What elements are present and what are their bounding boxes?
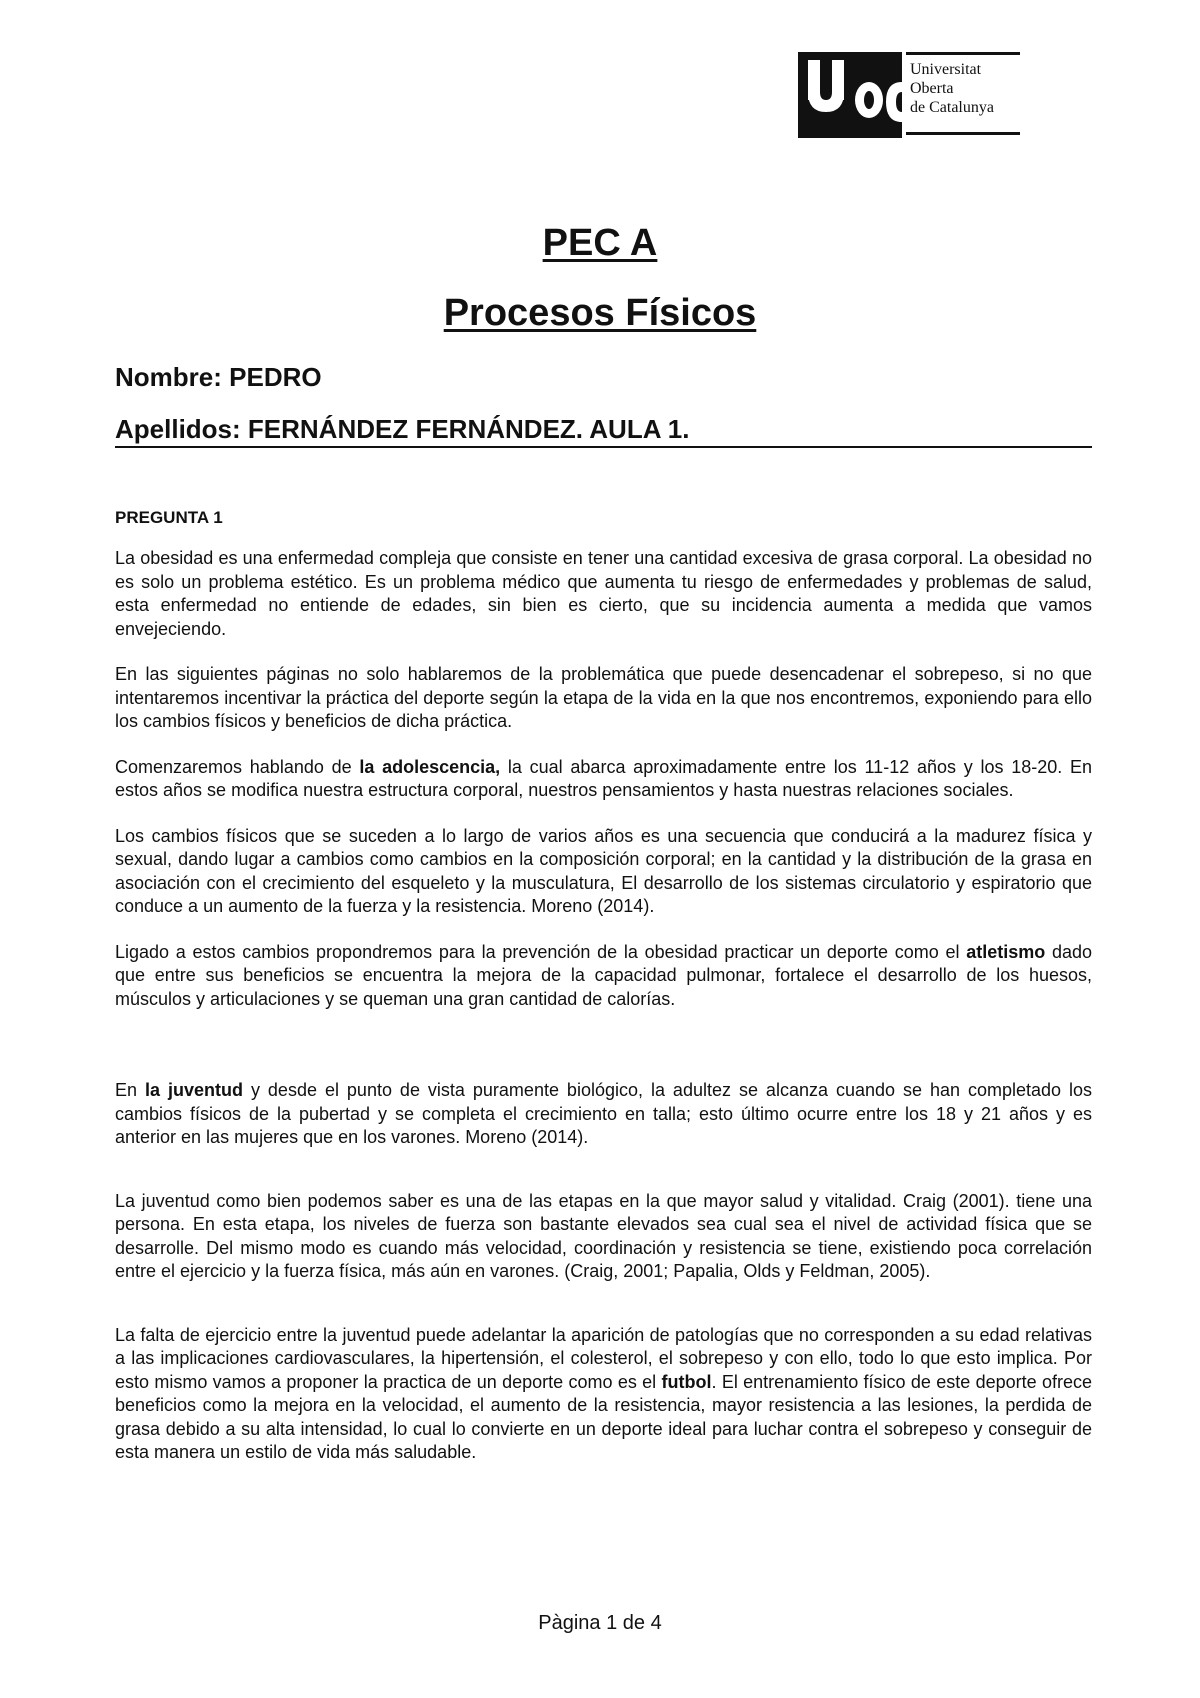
paragraph-5-text-a: Ligado a estos cambios propondremos para la prevención de la obesidad practicar un deporte como el xyxy=(115,941,967,962)
paragraph-8-text-a: La falta de ejercicio entre la juventud puede adelantar la aparición de patologías que no corresponden a su edad relativas a las implicaciones cardiovasculares, la hipertensión, el colesterol, el sobrepeso y con ello, todo lo que esto implica. Por esto mismo vamos a proponer la practica de un deporte como es el xyxy=(115,1324,1092,1392)
paragraph-5 xyxy=(115,941,1092,1012)
paragraph-3 xyxy=(115,756,1092,803)
paragraph-8-bold: futbol xyxy=(661,1371,712,1392)
paragraph-6-bold: la juventud xyxy=(145,1080,243,1100)
name-label: Nombre: xyxy=(115,362,222,392)
paragraph-5-bold: atletismo xyxy=(966,941,1046,962)
uoc-logo xyxy=(798,52,1020,138)
paragraph-6-text-b: y desde el punto de vista puramente biológico, la adultez se alcanza cuando se han completado los cambios físicos de la pubertad y se completa el crecimiento en talla; esto último ocurre entre los 18 y 21 años y es anterior en las mujeres que en los varones. Moreno (2014). xyxy=(115,1080,1092,1147)
logo-name-line2: Oberta xyxy=(910,80,954,97)
surname-label: Apellidos: xyxy=(115,414,241,444)
name-value: PEDRO xyxy=(229,362,322,392)
paragraph-1: La obesidad es una enfermedad compleja que consiste en tener una cantidad excesiva de grasa corporal. La obesidad no es solo un problema estético. Es un problema médico que aumenta tu riesgo de enfermedades y problemas de salud, esta enfermedad no entiende de edades, sin bien es cierto, que su incidencia aumenta a medida que vamos envejeciendo. xyxy=(115,548,1092,639)
surname-field xyxy=(115,414,689,445)
paragraph-8 xyxy=(115,1324,1092,1465)
surname-value: FERNÁNDEZ FERNÁNDEZ. AULA 1. xyxy=(247,414,690,444)
paragraph-6-text-a: En xyxy=(115,1080,145,1100)
logo-name-line1: Universitat xyxy=(910,61,982,78)
document-body xyxy=(115,506,1092,1487)
paragraph-3-bold: la adolescencia, xyxy=(359,756,501,777)
paragraph-6 xyxy=(115,1079,1092,1150)
paragraph-5-text-b: dado que entre sus beneficios se encuentra la mejora de la capacidad pulmonar, fortalece el desarrollo de los huesos, músculos y articulaciones y se queman una gran cantidad de calorías. xyxy=(115,941,1093,1009)
document-subtitle: Procesos Físicos xyxy=(443,292,757,334)
document-title: PEC A xyxy=(542,222,658,264)
header-divider xyxy=(115,446,1092,448)
paragraph-2: En las siguientes páginas no solo hablaremos de la problemática que puede desencadenar el sobrepeso, si no que intentaremos incentivar la práctica del deporte según la etapa de la vida en la que nos encontremos, exponiendo para ello los cambios físicos y beneficios de dicha práctica. xyxy=(115,664,1092,731)
section-heading: PREGUNTA 1 xyxy=(115,508,223,527)
paragraph-3-text-b: la cual abarca aproximadamente entre los 11-12 años y los 18-20. En estos años se modifica nuestra estructura corporal, nuestros pensamientos y hasta nuestras relaciones sociales. xyxy=(115,756,1092,800)
logo-name-line3: de Catalunya xyxy=(910,99,994,116)
paragraph-7: La juventud como bien podemos saber es una de las etapas en la que mayor salud y vitalidad. Craig (2001). tiene una persona. En esta etapa, los niveles de fuerza son bastante elevados sea cual sea el nivel de actividad física que se desarrolle. Del mismo modo es cuando más velocidad, coordinación y resistencia se tiene, existiendo poca correlación entre el ejercicio y la fuerza física, más aún en varones. (Craig, 2001; Papalia, Olds y Feldman, 2005). xyxy=(115,1190,1092,1281)
paragraph-8-text-b: . El entrenamiento físico de este deporte ofrece beneficios como la mejora en la velocidad, el aumento de la resistencia, mayor resistencia a las lesiones, la perdida de grasa debido a su alta intensidad, lo cual lo convierte en un deporte ideal para luchar contra el sobrepeso y conseguir de esta manera un estilo de vida más saludable. xyxy=(115,1371,1092,1462)
page-number: Pàgina 1 de 4 xyxy=(538,1612,662,1634)
paragraph-3-text-a: Comenzaremos hablando de xyxy=(115,756,360,777)
paragraph-4: Los cambios físicos que se suceden a lo largo de varios años es una secuencia que conducirá a la madurez física y sexual, dando lugar a cambios como cambios en la composición corporal; en la cantidad y la distribución de la grasa en asociación con el crecimiento del esqueleto y la musculatura, El desarrollo de los sistemas circulatorio y espiratorio que conduce a un aumento de la fuerza y la resistencia. Moreno (2014). xyxy=(115,825,1092,916)
name-field xyxy=(115,362,322,393)
